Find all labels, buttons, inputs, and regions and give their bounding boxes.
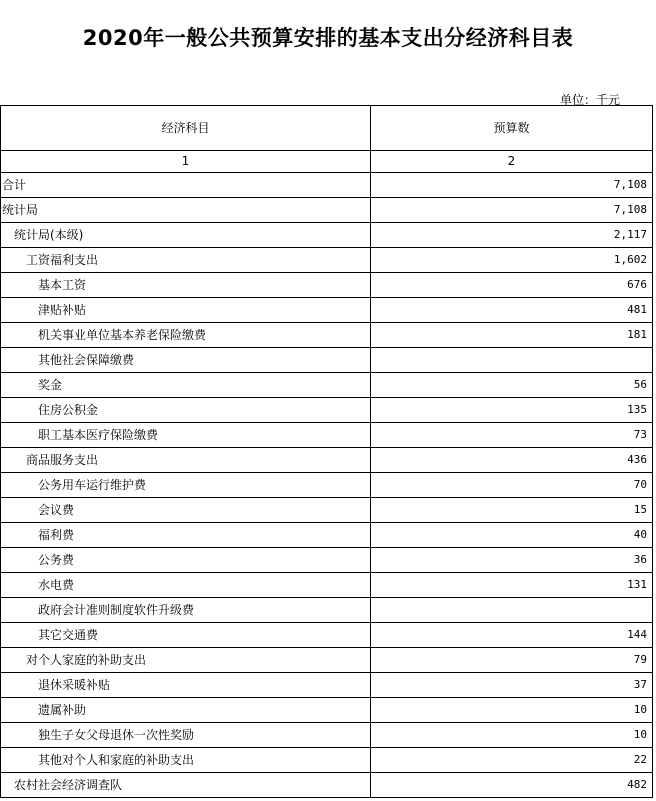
row-item-name: 职工基本医疗保险缴费	[1, 423, 371, 448]
table-row	[1, 773, 653, 798]
table-row	[1, 273, 653, 298]
row-item-name: 遗属补助	[1, 698, 371, 723]
budget-table	[0, 105, 653, 798]
row-budget-value: 36	[371, 548, 653, 573]
row-budget-value: 2,117	[371, 223, 653, 248]
table-row	[1, 673, 653, 698]
row-item-name: 农村社会经济调查队	[1, 773, 371, 798]
header-economic-item: 经济科目	[1, 106, 371, 151]
table-row	[1, 498, 653, 523]
row-budget-value	[371, 598, 653, 623]
row-budget-value: 73	[371, 423, 653, 448]
row-item-name: 会议费	[1, 498, 371, 523]
row-item-name: 独生子女父母退休一次性奖励	[1, 723, 371, 748]
row-item-name: 津贴补贴	[1, 298, 371, 323]
header-budget-amount: 预算数	[371, 106, 653, 151]
row-item-name: 公务费	[1, 548, 371, 573]
table-row	[1, 548, 653, 573]
table-row	[1, 248, 653, 273]
row-budget-value: 7,108	[371, 198, 653, 223]
table-row	[1, 573, 653, 598]
row-item-name: 统计局(本级)	[1, 223, 371, 248]
table-row	[1, 323, 653, 348]
row-item-name: 公务用车运行维护费	[1, 473, 371, 498]
table-row	[1, 698, 653, 723]
row-item-name: 工资福利支出	[1, 248, 371, 273]
table-row	[1, 748, 653, 773]
row-budget-value: 135	[371, 398, 653, 423]
table-row	[1, 723, 653, 748]
row-budget-value: 10	[371, 698, 653, 723]
row-item-name: 商品服务支出	[1, 448, 371, 473]
row-budget-value: 70	[371, 473, 653, 498]
table-row	[1, 598, 653, 623]
row-budget-value: 481	[371, 298, 653, 323]
table-row	[1, 523, 653, 548]
unit-label: 单位：千元	[560, 93, 621, 107]
row-budget-value: 15	[371, 498, 653, 523]
row-budget-value: 40	[371, 523, 653, 548]
row-budget-value: 79	[371, 648, 653, 673]
table-row	[1, 423, 653, 448]
row-item-name: 水电费	[1, 573, 371, 598]
row-budget-value: 144	[371, 623, 653, 648]
row-item-name: 机关事业单位基本养老保险缴费	[1, 323, 371, 348]
row-budget-value: 676	[371, 273, 653, 298]
row-budget-value: 482	[371, 773, 653, 798]
index-col-2: 2	[371, 151, 653, 173]
row-budget-value	[371, 348, 653, 373]
row-item-name: 其他对个人和家庭的补助支出	[1, 748, 371, 773]
table-row	[1, 373, 653, 398]
row-budget-value: 131	[371, 573, 653, 598]
table-row	[1, 648, 653, 673]
row-budget-value: 22	[371, 748, 653, 773]
row-item-name: 对个人家庭的补助支出	[1, 648, 371, 673]
row-item-name: 合计	[1, 173, 371, 198]
table-row	[1, 623, 653, 648]
row-budget-value: 10	[371, 723, 653, 748]
row-budget-value: 37	[371, 673, 653, 698]
table-row	[1, 398, 653, 423]
table-row	[1, 223, 653, 248]
row-budget-value: 7,108	[371, 173, 653, 198]
row-budget-value: 436	[371, 448, 653, 473]
row-item-name: 统计局	[1, 198, 371, 223]
row-item-name: 其他社会保障缴费	[1, 348, 371, 373]
row-budget-value: 1,602	[371, 248, 653, 273]
table-row	[1, 198, 653, 223]
row-item-name: 其它交通费	[1, 623, 371, 648]
table-index-row	[1, 151, 653, 173]
row-item-name: 政府会计准则制度软件升级费	[1, 598, 371, 623]
table-header-row	[1, 106, 653, 151]
budget-table-body	[1, 106, 653, 798]
page-title: 2020年一般公共预算安排的基本支出分经济科目表	[82, 26, 574, 50]
index-col-1: 1	[1, 151, 371, 173]
row-budget-value: 56	[371, 373, 653, 398]
table-row	[1, 298, 653, 323]
table-row	[1, 448, 653, 473]
row-item-name: 福利费	[1, 523, 371, 548]
table-row	[1, 348, 653, 373]
row-item-name: 住房公积金	[1, 398, 371, 423]
table-row	[1, 473, 653, 498]
row-item-name: 奖金	[1, 373, 371, 398]
table-row	[1, 173, 653, 198]
row-budget-value: 181	[371, 323, 653, 348]
row-item-name: 退休采暖补贴	[1, 673, 371, 698]
row-item-name: 基本工资	[1, 273, 371, 298]
